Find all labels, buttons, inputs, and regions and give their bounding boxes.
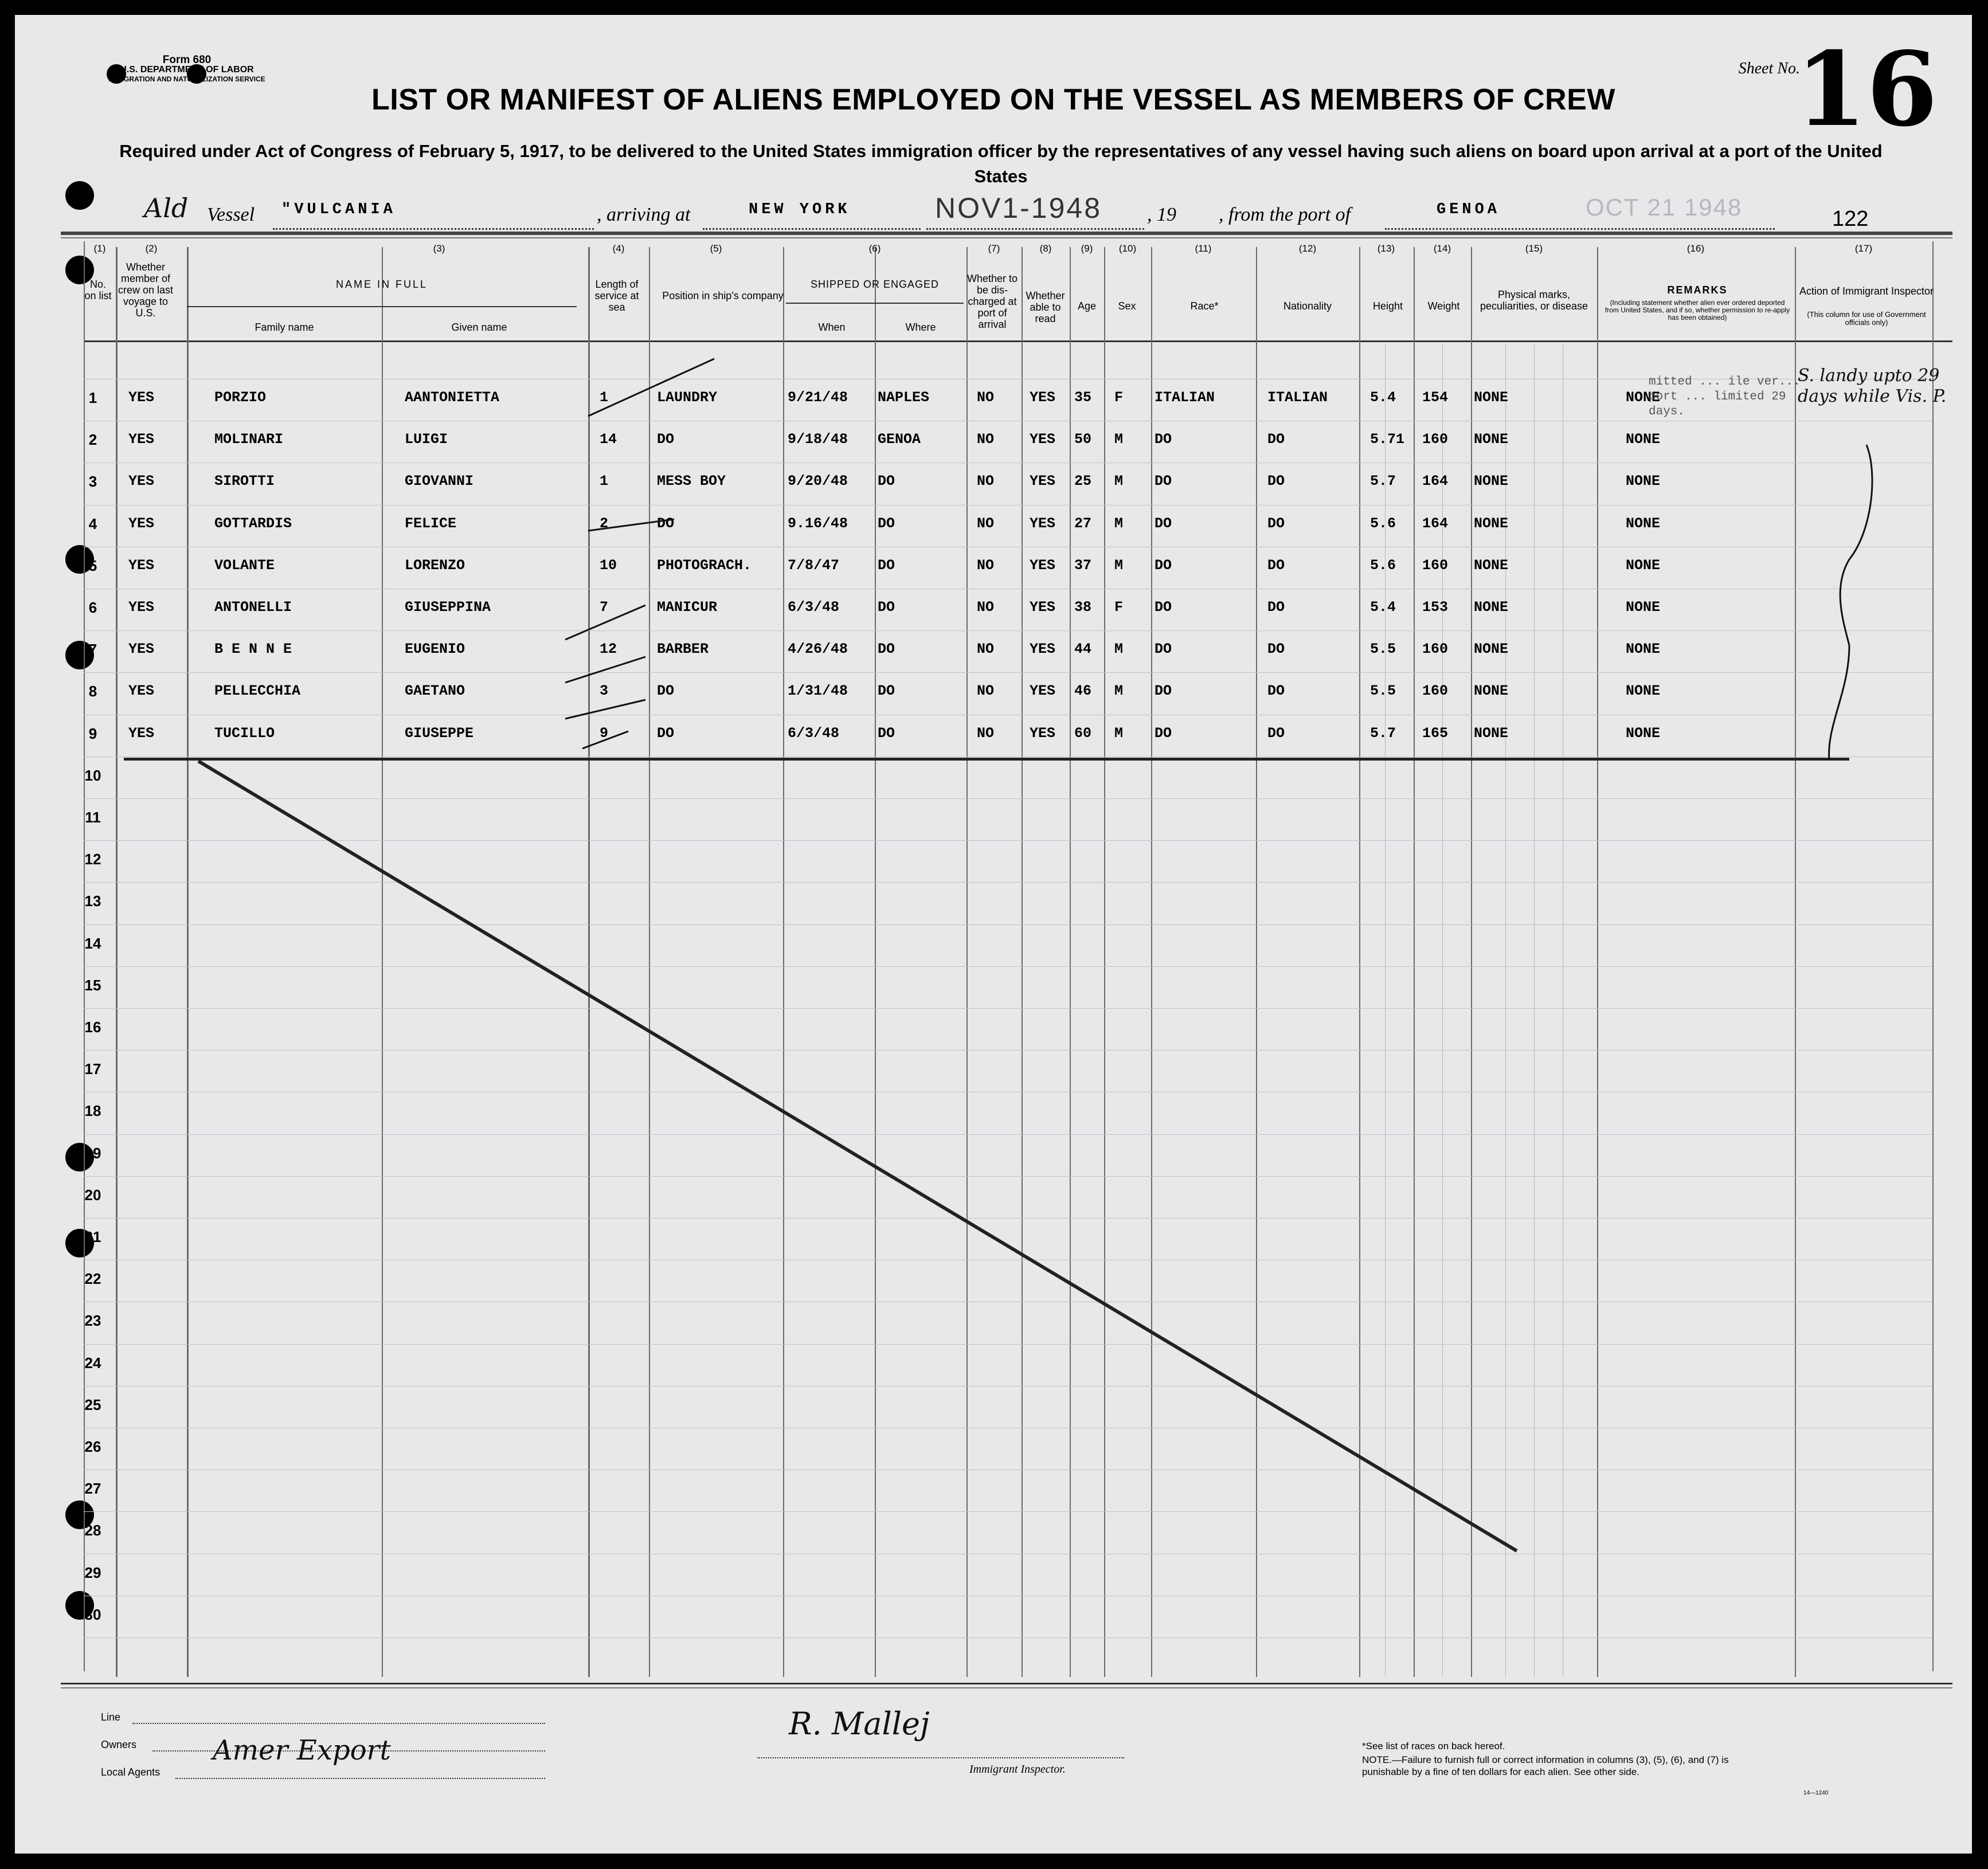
cell-when: 1/31/48 (788, 683, 848, 699)
cell-crew: YES (128, 641, 155, 657)
column-number: (3) (433, 243, 445, 254)
cell-family: VOLANTE (214, 557, 275, 574)
arriving-label: , arriving at (597, 204, 691, 225)
column-number: (4) (612, 243, 625, 254)
from-port: GENOA (1437, 201, 1501, 218)
cell-remarks: NONE (1626, 473, 1661, 489)
cell-age: 35 (1074, 389, 1092, 406)
from-port-label: , from the port of (1219, 204, 1351, 225)
column-number: (1) (93, 243, 106, 254)
cell-where: DO (878, 515, 895, 532)
cell-nationality: DO (1267, 515, 1285, 532)
cell-discharged: NO (977, 725, 995, 742)
cell-weight: 153 (1422, 599, 1449, 616)
row-number: 15 (84, 977, 101, 994)
cell-length: 14 (600, 431, 617, 448)
header-height: Height (1372, 300, 1403, 312)
cell-sex: F (1114, 599, 1124, 616)
cell-family: GOTTARDIS (214, 515, 292, 532)
cell-read: YES (1030, 515, 1056, 532)
cell-race: DO (1155, 473, 1172, 489)
cell-physical: NONE (1474, 683, 1509, 699)
cell-sex: M (1114, 683, 1124, 699)
cell-given: GIUSEPPINA (405, 599, 491, 616)
cancel-strike-line (15, 15, 1972, 1854)
column-number: (14) (1433, 243, 1451, 254)
year-label: , 19 (1147, 204, 1176, 225)
row-number: 13 (84, 892, 101, 910)
cell-height: 5.71 (1370, 431, 1405, 448)
cell-sex: M (1114, 431, 1124, 448)
row-number: 21 (84, 1228, 101, 1245)
header-weight: Weight (1427, 300, 1460, 312)
row-number: 4 (88, 515, 97, 532)
cell-given: EUGENIO (405, 641, 465, 657)
cell-remarks: NONE (1626, 683, 1661, 699)
cell-position: MANICUR (657, 599, 718, 616)
cell-physical: NONE (1474, 557, 1509, 574)
row-number: 5 (88, 557, 97, 574)
row-number: 17 (84, 1060, 101, 1077)
row-number: 6 (88, 599, 97, 616)
races-note: *See list of races on back hereof. (1362, 1741, 1505, 1752)
cell-read: YES (1030, 473, 1056, 489)
vessel-prefix-handwritten: Ald (144, 193, 189, 224)
cell-age: 38 (1074, 599, 1092, 616)
cell-weight: 160 (1422, 641, 1449, 657)
cell-length: 2 (600, 515, 609, 532)
header-physical: Physical marks, peculiarities, or disease (1480, 289, 1588, 312)
cell-sex: M (1114, 641, 1124, 657)
row-number: 23 (84, 1312, 101, 1329)
column-number: (2) (145, 243, 158, 254)
cell-length: 3 (600, 683, 609, 699)
cell-weight: 160 (1422, 683, 1449, 699)
cell-age: 37 (1074, 557, 1092, 574)
cell-race: DO (1155, 599, 1172, 616)
cell-discharged: NO (977, 389, 995, 406)
row-number: 27 (84, 1480, 101, 1497)
cell-when: 9/21/48 (788, 389, 848, 406)
cell-when: 9.16/48 (788, 515, 848, 532)
cell-length: 1 (600, 473, 609, 489)
cell-given: AANTONIETTA (405, 389, 500, 406)
header-shipped-engaged: SHIPPED OR ENGAGED (810, 279, 940, 290)
row-number: 24 (84, 1354, 101, 1372)
header-action-note: (This column for use of Government officials only) (1807, 310, 1926, 327)
remark-typed-note: mitted ... ile ver... port ... limited 29 days. (1649, 375, 1801, 418)
header-race: Race* (1190, 300, 1219, 312)
row-number: 8 (88, 683, 97, 700)
cell-when: 7/8/47 (788, 557, 840, 574)
vessel-name: "VULCANIA (281, 201, 396, 218)
cell-crew: YES (128, 389, 155, 406)
row-number: 9 (88, 725, 97, 742)
row-number: 28 (84, 1522, 101, 1539)
cell-when: 4/26/48 (788, 641, 848, 657)
cell-discharged: NO (977, 431, 995, 448)
cell-read: YES (1030, 641, 1056, 657)
cell-physical: NONE (1474, 515, 1509, 532)
column-number: (6) (868, 243, 881, 254)
row-number: 26 (84, 1438, 101, 1455)
cell-height: 5.7 (1370, 725, 1396, 742)
cell-nationality: DO (1267, 599, 1285, 616)
cell-race: DO (1155, 683, 1172, 699)
cell-read: YES (1030, 599, 1056, 616)
header-remarks: REMARKS (1667, 284, 1728, 296)
row-number: 16 (84, 1018, 101, 1036)
page-title: LIST OR MANIFEST OF ALIENS EMPLOYED ON THE VESSEL AS MEMBERS OF CREW (371, 83, 1615, 116)
cell-family: B E N N E (214, 641, 292, 657)
header-name-in-full: NAME IN FULL (335, 279, 428, 290)
cell-read: YES (1030, 431, 1056, 448)
cell-family: SIROTTI (214, 473, 275, 489)
row-number: 1 (88, 389, 97, 406)
cell-height: 5.5 (1370, 641, 1396, 657)
arriving-port: NEW YORK (749, 201, 851, 218)
cell-where: NAPLES (878, 389, 930, 406)
header-family-name: Family name (255, 322, 314, 333)
header-where: Where (905, 322, 936, 333)
cell-given: LUIGI (405, 431, 448, 448)
cell-given: GAETANO (405, 683, 465, 699)
cell-where: DO (878, 473, 895, 489)
column-number: (16) (1686, 243, 1705, 254)
cell-sex: M (1114, 557, 1124, 574)
column-number: (9) (1081, 243, 1093, 254)
cell-height: 5.6 (1370, 557, 1396, 574)
line-label: Line (101, 1711, 121, 1723)
cell-discharged: NO (977, 557, 995, 574)
cell-discharged: NO (977, 641, 995, 657)
cell-position: DO (657, 431, 675, 448)
column-number: (5) (710, 243, 722, 254)
column-number: (13) (1377, 243, 1395, 254)
cell-where: DO (878, 641, 895, 657)
cell-age: 50 (1074, 431, 1092, 448)
cell-age: 46 (1074, 683, 1092, 699)
cell-crew: YES (128, 515, 155, 532)
cell-position: BARBER (657, 641, 709, 657)
page-subtitle: Required under Act of Congress of February 5, 1917, to be delivered to the United States immigration officer by the representatives of any vessel having such aliens on board upon arrival at a port of the United States (119, 141, 1883, 186)
cell-weight: 160 (1422, 557, 1449, 574)
cell-remarks: NONE (1626, 431, 1661, 448)
cell-position: MESS BOY (657, 473, 726, 489)
cell-race: DO (1155, 641, 1172, 657)
cell-physical: NONE (1474, 389, 1509, 406)
cell-where: DO (878, 557, 895, 574)
cell-race: DO (1155, 431, 1172, 448)
row-number: 19 (84, 1145, 101, 1162)
cell-remarks: NONE (1626, 599, 1661, 616)
cell-position: DO (657, 515, 675, 532)
cell-discharged: NO (977, 515, 995, 532)
row-number: 7 (88, 641, 97, 658)
row-number: 2 (88, 431, 97, 448)
cell-length: 12 (600, 641, 617, 657)
header-remarks-note: (Including statement whether alien ever ordered deported from United States, and if so, whether permission to re-apply has been obtained) (1605, 299, 1790, 322)
cell-weight: 164 (1422, 515, 1449, 532)
cell-when: 9/20/48 (788, 473, 848, 489)
header-sex: Sex (1118, 300, 1136, 312)
cell-position: DO (657, 725, 675, 742)
cell-where: DO (878, 725, 895, 742)
cell-age: 25 (1074, 473, 1092, 489)
row-number: 3 (88, 473, 97, 490)
cell-nationality: ITALIAN (1267, 389, 1328, 406)
column-number: (12) (1298, 243, 1317, 254)
cell-physical: NONE (1474, 725, 1509, 742)
print-code: 14—1240 (1803, 1790, 1829, 1796)
row-number: 30 (84, 1606, 101, 1623)
row-number: 20 (84, 1186, 101, 1204)
cell-sex: M (1114, 725, 1124, 742)
header-age: Age (1077, 300, 1097, 312)
cell-family: ANTONELLI (214, 599, 292, 616)
cell-discharged: NO (977, 683, 995, 699)
cell-weight: 165 (1422, 725, 1449, 742)
cell-given: GIOVANNI (405, 473, 474, 489)
cell-family: TUCILLO (214, 725, 275, 742)
cell-height: 5.4 (1370, 599, 1396, 616)
cell-physical: NONE (1474, 599, 1509, 616)
column-number: (7) (988, 243, 1000, 254)
cell-crew: YES (128, 431, 155, 448)
local-agents-label: Local Agents (101, 1766, 161, 1778)
cell-age: 27 (1074, 515, 1092, 532)
cell-weight: 164 (1422, 473, 1449, 489)
cell-age: 44 (1074, 641, 1092, 657)
cell-read: YES (1030, 389, 1056, 406)
inspector-signature: R. Mallej (789, 1706, 930, 1742)
row-number: 11 (85, 809, 101, 826)
cell-nationality: DO (1267, 725, 1285, 742)
header-given-name: Given name (451, 322, 507, 333)
cell-discharged: NO (977, 473, 995, 489)
cell-given: FELICE (405, 515, 457, 532)
cell-crew: YES (128, 473, 155, 489)
cell-nationality: DO (1267, 683, 1285, 699)
inspector-label: Immigrant Inspector. (969, 1763, 1066, 1776)
cell-height: 5.7 (1370, 473, 1396, 489)
cell-physical: NONE (1474, 431, 1509, 448)
header-discharged: Whether to be dis-charged at port of arrival (966, 273, 1018, 330)
cell-length: 7 (600, 599, 609, 616)
cell-sex: M (1114, 473, 1124, 489)
header-able-read: Whether able to read (1026, 290, 1065, 324)
cell-family: MOLINARI (214, 431, 284, 448)
cell-family: PELLECCHIA (214, 683, 301, 699)
cell-when: 6/3/48 (788, 599, 840, 616)
cell-race: DO (1155, 725, 1172, 742)
row-number: 14 (84, 935, 101, 952)
arrival-stamp: NOV1-1948 (935, 192, 1102, 224)
cell-remarks: NONE (1626, 515, 1661, 532)
vessel-label: Vessel (207, 204, 255, 225)
cell-crew: YES (128, 725, 155, 742)
cell-nationality: DO (1267, 473, 1285, 489)
cell-height: 5.5 (1370, 683, 1396, 699)
cell-weight: 154 (1422, 389, 1449, 406)
cell-physical: NONE (1474, 473, 1509, 489)
cell-age: 60 (1074, 725, 1092, 742)
header-when: When (818, 322, 846, 333)
cell-height: 5.6 (1370, 515, 1396, 532)
row-number: 22 (84, 1270, 101, 1287)
header-action: Action of Immigrant Inspector (1799, 285, 1934, 297)
cell-discharged: NO (977, 599, 995, 616)
service: IMMIGRATION AND NATURALIZATION SERVICE (108, 75, 265, 83)
inspector-action-note: S. landy upto 29 days while Vis. P. (1798, 366, 1947, 406)
cell-crew: YES (128, 599, 155, 616)
cell-where: GENOA (878, 431, 921, 448)
cell-read: YES (1030, 557, 1056, 574)
cell-sex: M (1114, 515, 1124, 532)
cell-nationality: DO (1267, 431, 1285, 448)
manifest-sheet (15, 15, 1972, 1854)
cell-weight: 160 (1422, 431, 1449, 448)
department: U.S. DEPARTMENT OF LABOR (120, 65, 254, 75)
cell-remarks: NONE (1626, 557, 1661, 574)
row-number: 29 (84, 1564, 101, 1581)
header-length-service: Length of service at sea (594, 279, 639, 313)
local-agents-handwritten: Amer Export (213, 1734, 391, 1766)
cell-family: PORZIO (214, 389, 267, 406)
cell-read: YES (1030, 683, 1056, 699)
header-position: Position in ship's company (662, 290, 784, 301)
header-crew-last-voyage: Whether member of crew on last voyage to U.S. (118, 261, 174, 319)
column-number: (11) (1195, 243, 1212, 254)
column-number: (8) (1039, 243, 1052, 254)
cell-position: DO (657, 683, 675, 699)
departure-stamp: OCT 21 1948 (1586, 194, 1743, 221)
cell-where: DO (878, 599, 895, 616)
cell-nationality: DO (1267, 641, 1285, 657)
cell-remarks: NONE (1626, 389, 1661, 406)
column-number: (10) (1118, 243, 1137, 254)
cell-crew: YES (128, 557, 155, 574)
cell-read: YES (1030, 725, 1056, 742)
cell-race: DO (1155, 515, 1172, 532)
owners-label: Owners (101, 1739, 137, 1750)
cell-position: PHOTOGRACH. (657, 557, 752, 574)
cell-when: 6/3/48 (788, 725, 840, 742)
row-number: 10 (84, 767, 101, 784)
header-no-on-list: No. on list (84, 279, 112, 301)
column-number: (15) (1525, 243, 1543, 254)
cell-where: DO (878, 683, 895, 699)
cell-physical: NONE (1474, 641, 1509, 657)
cell-length: 10 (600, 557, 617, 574)
cell-remarks: NONE (1626, 641, 1661, 657)
sheet-number-label: Sheet No. (1738, 60, 1800, 77)
cell-height: 5.4 (1370, 389, 1396, 406)
cell-crew: YES (128, 683, 155, 699)
row-number: 18 (84, 1102, 101, 1119)
cell-when: 9/18/48 (788, 431, 848, 448)
cell-race: DO (1155, 557, 1172, 574)
page-reference: 122 (1832, 207, 1869, 231)
column-number: (17) (1854, 243, 1873, 254)
cell-remarks: NONE (1626, 725, 1661, 742)
cell-given: LORENZO (405, 557, 465, 574)
row-number: 12 (84, 851, 101, 868)
cell-length: 9 (600, 725, 609, 742)
cell-length: 1 (600, 389, 609, 406)
header-nationality: Nationality (1283, 300, 1332, 312)
row-number: 25 (84, 1396, 101, 1413)
cell-nationality: DO (1267, 557, 1285, 574)
cell-race: ITALIAN (1155, 389, 1215, 406)
cell-sex: F (1114, 389, 1124, 406)
form-number: Form 680 (162, 54, 212, 66)
cell-position: LAUNDRY (657, 389, 718, 406)
penalty-note: NOTE.—Failure to furnish full or correct information in columns (3), (5), (6), and (7) is punishable by a fine of ten dollars for each alien. See other side. (1362, 1754, 1729, 1777)
sheet-number: 16 (1795, 29, 1938, 149)
cell-given: GIUSEPPE (405, 725, 474, 742)
